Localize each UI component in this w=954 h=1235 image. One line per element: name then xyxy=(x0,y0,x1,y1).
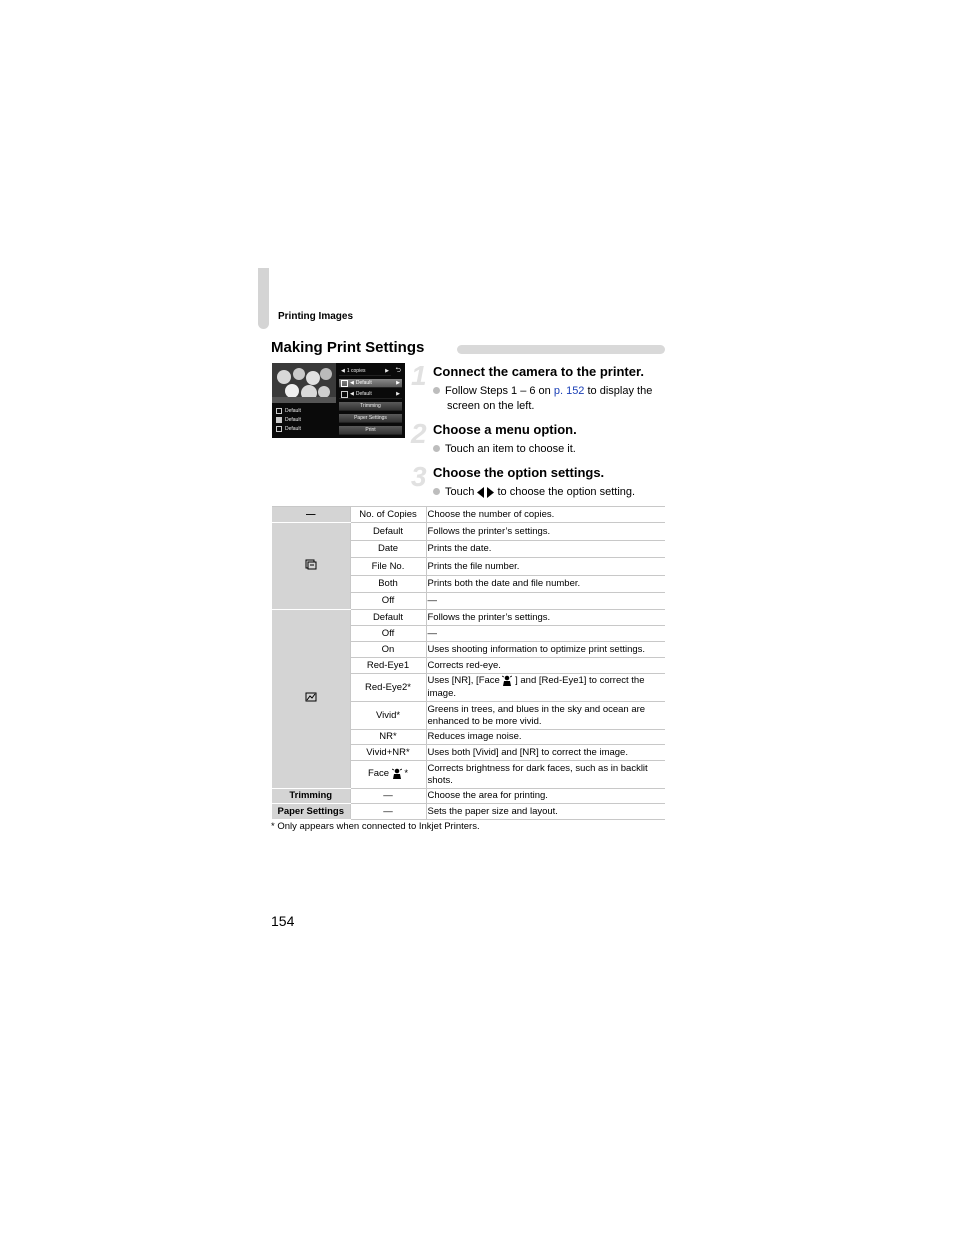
print-settings-table xyxy=(272,506,665,820)
option-cell: File No. xyxy=(350,558,426,576)
description-cell: Prints both the date and file number. xyxy=(426,576,665,593)
status-image: Default xyxy=(276,425,301,433)
title-rule xyxy=(457,345,665,354)
right-arrow-icon[interactable]: ▶ xyxy=(396,391,400,397)
status-date: Default xyxy=(276,407,301,415)
step-text: Follow Steps 1 – 6 on p. 152 to display the screen on the left. xyxy=(433,384,665,414)
date-icon xyxy=(305,558,317,570)
date-icon xyxy=(276,408,282,414)
page-link[interactable]: p. 152 xyxy=(553,385,585,397)
running-head: Printing Images xyxy=(278,311,354,322)
bullet-icon xyxy=(433,445,440,452)
step-number: 2 xyxy=(411,418,427,449)
option-cell: Date xyxy=(350,541,426,558)
option-cell: No. of Copies xyxy=(350,507,426,523)
section-title: Making Print Settings xyxy=(271,339,425,356)
status-file-number: Default xyxy=(276,416,301,424)
description-cell: Uses [NR], [Face ] and [Red-Eye1] to correct the image. xyxy=(426,674,665,702)
description-cell: Uses both [Vivid] and [NR] to correct the image. xyxy=(426,745,665,761)
table-row xyxy=(272,789,665,804)
option-cell: Default xyxy=(350,610,426,626)
option-cell: Face * xyxy=(350,761,426,789)
description-cell: Prints the file number. xyxy=(426,558,665,576)
description-cell: Greens in trees, and blues in the sky and ocean are enhanced to be more vivid. xyxy=(426,702,665,730)
camera-screen-image xyxy=(272,363,405,438)
side-tab-bar xyxy=(258,268,269,329)
date-category-cell xyxy=(272,523,350,610)
footnote: * Only appears when connected to Inkjet Printers. xyxy=(271,821,480,832)
paper-settings-button[interactable]: Paper Settings xyxy=(339,414,402,423)
trimming-button[interactable]: Trimming xyxy=(339,402,402,411)
description-cell: — xyxy=(426,626,665,642)
option-cell: On xyxy=(350,642,426,658)
option-cell: Vivid* xyxy=(350,702,426,730)
description-cell: Choose the number of copies. xyxy=(426,507,665,523)
description-cell: Reduces image noise. xyxy=(426,730,665,745)
right-arrow-icon[interactable]: ▶ xyxy=(396,380,400,386)
step-heading: Choose a menu option. xyxy=(433,422,577,437)
step-number: 3 xyxy=(411,461,427,492)
table-row xyxy=(272,610,665,626)
step-text: Touch to choose the option setting. xyxy=(433,485,665,500)
left-arrow-icon[interactable]: ◀ xyxy=(350,391,354,397)
description-cell: Prints the date. xyxy=(426,541,665,558)
image-optimize-icon xyxy=(305,691,317,703)
option-cell: Off xyxy=(350,593,426,610)
step-text: Touch an item to choose it. xyxy=(433,442,665,457)
left-arrow-icon[interactable]: ◀ xyxy=(350,380,354,386)
step-number: 1 xyxy=(411,360,427,391)
step-heading: Connect the camera to the printer. xyxy=(433,364,644,379)
group-photo-thumbnail xyxy=(272,363,336,403)
print-button[interactable]: Print xyxy=(339,426,402,435)
image-optimize-icon xyxy=(276,426,282,432)
left-arrow-icon[interactable]: ◀ xyxy=(341,368,345,374)
step-heading: Choose the option settings. xyxy=(433,465,605,480)
option-cell: Off xyxy=(350,626,426,642)
option-cell: Vivid+NR* xyxy=(350,745,426,761)
back-icon[interactable]: ⮌ xyxy=(395,367,401,374)
option-cell: — xyxy=(350,789,426,804)
option-cell: NR* xyxy=(350,730,426,745)
category-cell: Trimming xyxy=(272,789,350,804)
description-cell: — xyxy=(426,593,665,610)
date-option-row[interactable]: ◀ Default ▶ xyxy=(339,379,402,388)
table-row xyxy=(272,507,665,523)
face-icon xyxy=(392,768,402,779)
image-option-row[interactable]: ◀ Default ▶ xyxy=(339,390,402,399)
file-number-icon xyxy=(276,417,282,423)
left-right-arrows-icon xyxy=(477,487,494,498)
face-icon xyxy=(502,675,512,686)
description-cell: Choose the area for printing. xyxy=(426,789,665,804)
description-cell: Corrects brightness for dark faces, such as in backlit shots. xyxy=(426,761,665,789)
right-arrow-icon[interactable]: ▶ xyxy=(385,368,389,374)
category-cell: — xyxy=(272,507,350,523)
bullet-icon xyxy=(433,387,440,394)
category-cell: Paper Settings xyxy=(272,804,350,820)
option-cell: Red-Eye1 xyxy=(350,658,426,674)
description-cell: Follows the printer’s settings. xyxy=(426,523,665,541)
description-cell: Corrects red-eye. xyxy=(426,658,665,674)
option-cell: — xyxy=(350,804,426,820)
description-cell: Uses shooting information to optimize print settings. xyxy=(426,642,665,658)
option-cell: Red-Eye2* xyxy=(350,674,426,702)
option-cell: Default xyxy=(350,523,426,541)
date-icon xyxy=(341,380,348,387)
description-cell: Follows the printer’s settings. xyxy=(426,610,665,626)
copies-row[interactable]: ◀ 1 copies ▶ xyxy=(341,368,389,374)
page-number: 154 xyxy=(271,913,295,929)
image-category-cell xyxy=(272,610,350,789)
table-row xyxy=(272,804,665,820)
image-optimize-icon xyxy=(341,391,348,398)
table-row xyxy=(272,523,665,541)
bullet-icon xyxy=(433,488,440,495)
description-cell: Sets the paper size and layout. xyxy=(426,804,665,820)
option-cell: Both xyxy=(350,576,426,593)
